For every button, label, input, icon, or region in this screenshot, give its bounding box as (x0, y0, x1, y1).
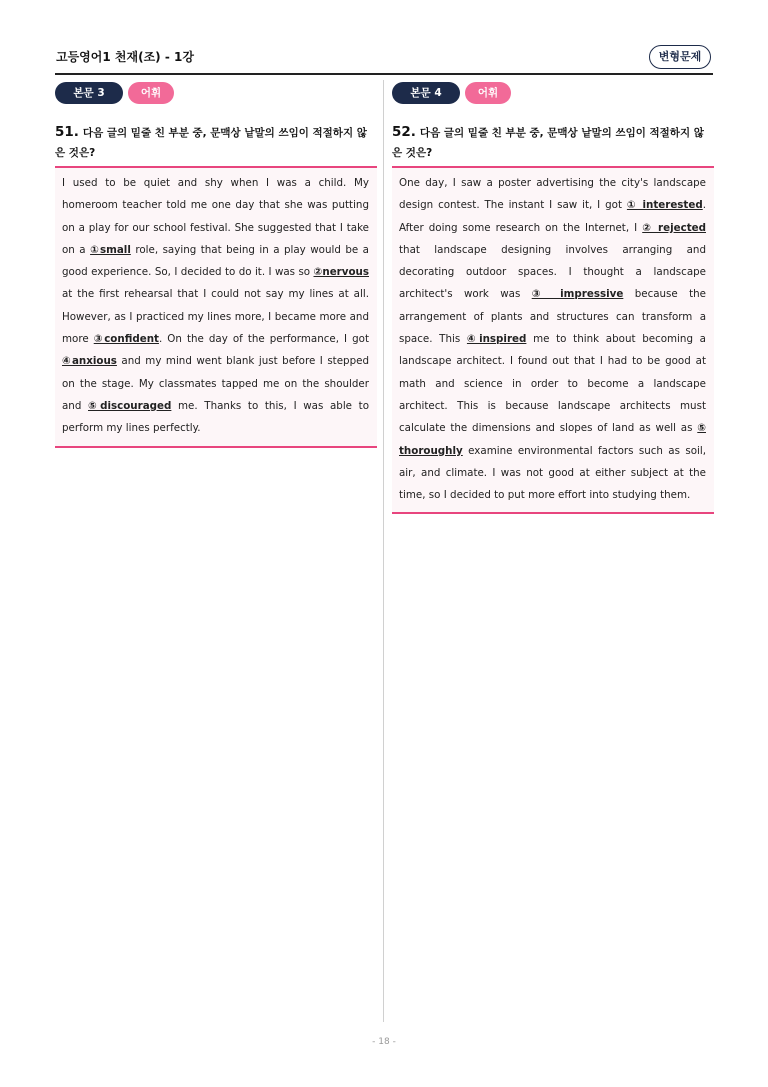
passage-text: . After doing some research on the Internet, I (399, 199, 706, 234)
underlined-choice: ④inspired (466, 333, 527, 346)
type-tag: 어휘 (465, 82, 511, 104)
passage-bottom-rule (392, 512, 714, 514)
passage-bottom-rule (55, 446, 377, 448)
underlined-choice: ②nervous (313, 266, 369, 279)
section-tag: 본문 4 (392, 82, 460, 104)
underlined-choice: ③confident (93, 333, 159, 346)
passage-text: examine environmental factors such as soil, air, and climate. I was not good at either subject at the time, so I decided to put more effort into studying them. (399, 444, 706, 502)
underlined-choice: ② rejected (642, 221, 706, 234)
question-number: 51. (55, 124, 79, 140)
section-tag: 본문 3 (55, 82, 123, 104)
question-text: 다음 글의 밑줄 친 부분 중, 문맥상 낱말의 쓰임이 적절하지 않은 것은? (392, 127, 704, 159)
underlined-choice: ③ impressive (531, 288, 624, 301)
underlined-choice: ⑤discouraged (88, 399, 172, 412)
passage-text: I used to be quiet and shy when I was a child. My homeroom teacher told me one day that she was putting on a play for our school festival. She suggested that I take on a (62, 177, 369, 256)
passage-text: me. Thanks to this, I was able to perform my lines perfectly. (62, 399, 369, 435)
type-tag: 어휘 (128, 82, 174, 104)
header-rule (55, 73, 713, 75)
question-column-52 (392, 82, 714, 514)
underlined-choice: ①small (90, 243, 131, 256)
question-number: 52. (392, 124, 416, 140)
passage-text: at the first rehearsal that I could not say my lines at all. However, as I practiced my lines more, I became more and more (62, 288, 369, 346)
passage-text: me to think about becoming a landscape architect. I found out that I had to be good at math and science in order to become a landscape architect. This is because landscape architects must calculate the dimensions and slopes of land as well as (399, 333, 706, 435)
underlined-choice: ④anxious (62, 355, 117, 368)
passage-text: that landscape designing involves arranging and decorating outdoor spaces. I thought a landscape architect's work was (399, 243, 706, 301)
question-column-51 (55, 82, 377, 448)
header-title: 고등영어1 천재(조) - 1강 (56, 50, 194, 64)
passage-text: . On the day of the performance, I got (158, 333, 369, 346)
question-tags (55, 82, 377, 104)
underlined-choice: ① interested (626, 199, 703, 212)
column-divider (383, 80, 384, 1022)
passage-box (392, 168, 714, 512)
passage-box (55, 168, 377, 446)
passage-text: One day, I saw a poster advertising the city's landscape design contest. The instant I saw it, I got (399, 177, 706, 212)
question-tags (392, 82, 714, 104)
page-number: - 18 - (372, 1037, 396, 1047)
question-prompt (55, 122, 377, 166)
question-prompt (392, 122, 714, 166)
passage-text: role, saying that being in a play would be a good experience. So, I decided to do it. I was so (62, 243, 369, 279)
question-text: 다음 글의 밑줄 친 부분 중, 문맥상 낱말의 쓰임이 적절하지 않은 것은? (55, 127, 367, 159)
passage-text: because the arrangement of plants and structures can transform a space. This (399, 288, 707, 346)
passage-text: and my mind went blank just before I stepped on the stage. My classmates tapped me on the shoulder and (62, 355, 370, 412)
underlined-choice: ⑤ thoroughly (399, 422, 706, 457)
header-badge: 변형문제 (649, 45, 711, 69)
